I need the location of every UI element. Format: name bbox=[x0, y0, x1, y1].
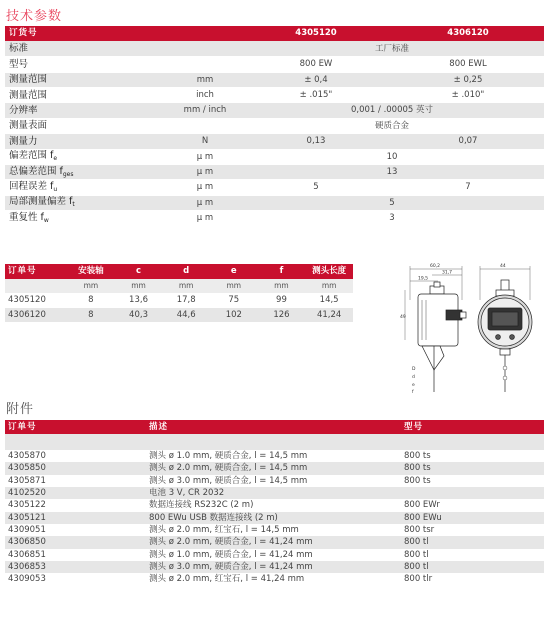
accessories-cell: 测头 ø 3.0 mm, 硬质合金, l = 14,5 mm bbox=[146, 475, 401, 487]
spec-row-value: 5 bbox=[240, 195, 544, 210]
accessories-cell: 800 tl bbox=[401, 561, 544, 573]
accessories-row bbox=[5, 573, 544, 585]
spec-header-col1: 4305120 bbox=[240, 26, 392, 41]
accessories-cell: 800 tlr bbox=[401, 573, 544, 585]
spec-row bbox=[5, 88, 544, 103]
accessories-row bbox=[5, 512, 544, 524]
accessories-cell: 800 ts bbox=[401, 450, 544, 462]
dimension-cell: 4305120 bbox=[5, 293, 67, 308]
accessories-row bbox=[5, 475, 544, 487]
accessories-row bbox=[5, 499, 544, 511]
drawing-label-c: e bbox=[412, 383, 415, 388]
spec-row bbox=[5, 118, 544, 133]
spec-row-unit bbox=[170, 41, 240, 56]
dimension-header-cell: 测头长度 bbox=[305, 264, 353, 279]
spec-row-value-col2: 800 EWL bbox=[392, 57, 544, 72]
drawing-label-a: D bbox=[412, 367, 416, 372]
drawing-label-height: 49 bbox=[400, 315, 406, 320]
spec-row-subscript: t bbox=[72, 201, 75, 209]
dimension-unit-cell: mm bbox=[115, 279, 163, 294]
accessories-spacer-row bbox=[5, 434, 544, 450]
accessories-cell: 4305871 bbox=[5, 475, 146, 487]
spec-row-value: 3 bbox=[240, 211, 544, 226]
dimension-unit-cell: mm bbox=[305, 279, 353, 294]
spec-table bbox=[5, 26, 544, 227]
spec-header-unit bbox=[170, 26, 240, 41]
spec-row-value-col1: 5 bbox=[240, 180, 392, 195]
spec-row bbox=[5, 195, 544, 210]
spec-row-label: 测量力 bbox=[9, 135, 38, 147]
accessories-cell: 4305121 bbox=[5, 512, 146, 524]
dimension-cell: 126 bbox=[258, 308, 306, 323]
spec-row-unit bbox=[170, 57, 240, 72]
spec-header-col2: 4306120 bbox=[392, 26, 544, 41]
spec-row bbox=[5, 165, 544, 180]
spec-row-label-cell bbox=[5, 88, 170, 103]
accessories-cell: 800 tsr bbox=[401, 524, 544, 536]
spec-row bbox=[5, 72, 544, 87]
dimension-table bbox=[5, 264, 353, 322]
dimension-header-cell: e bbox=[210, 264, 258, 279]
dimension-unit-cell bbox=[5, 279, 67, 294]
dimension-row bbox=[5, 308, 353, 323]
spec-row-value-col1: 0,13 bbox=[240, 134, 392, 149]
spec-row-subscript: w bbox=[43, 216, 49, 224]
spec-row-label-cell bbox=[5, 103, 170, 118]
spec-row-value: 硬质合金 bbox=[240, 118, 544, 133]
accessories-cell: 测头 ø 2.0 mm, 硬质合金, l = 41,24 mm bbox=[146, 536, 401, 548]
spec-row-label: 局部测量偏差 f bbox=[9, 196, 73, 208]
accessories-header-cell: 订单号 bbox=[5, 420, 146, 434]
accessories-header-row bbox=[5, 420, 544, 434]
spec-row-label-cell bbox=[5, 180, 170, 195]
spec-row bbox=[5, 103, 544, 118]
accessories-header-cell: 型号 bbox=[401, 420, 544, 434]
spec-row-label-cell bbox=[5, 195, 170, 210]
dimension-cell: 8 bbox=[67, 293, 115, 308]
dimension-header-cell: d bbox=[162, 264, 210, 279]
spec-row-unit bbox=[170, 118, 240, 133]
dimension-header-row bbox=[5, 264, 353, 279]
spec-row-subscript: ges bbox=[62, 170, 74, 178]
spec-row-subscript: u bbox=[53, 186, 58, 194]
spec-row-label: 型号 bbox=[9, 58, 29, 70]
spec-row-unit: inch bbox=[170, 88, 240, 103]
accessories-cell: 测头 ø 1.0 mm, 硬质合金, l = 14,5 mm bbox=[146, 450, 401, 462]
accessories-section-title: 附件 bbox=[6, 402, 35, 417]
drawing-label-left-width: 19,5 bbox=[418, 276, 429, 282]
accessories-cell: 4305850 bbox=[5, 462, 146, 474]
accessories-cell: 800 tl bbox=[401, 549, 544, 561]
drawing-label-right-width: 44 bbox=[500, 264, 506, 269]
accessories-cell: 电池 3 V, CR 2032 bbox=[146, 487, 401, 499]
dimension-row bbox=[5, 293, 353, 308]
accessories-cell: 800 EWu bbox=[401, 512, 544, 524]
spec-row-label: 总偏差范围 f bbox=[9, 165, 63, 177]
dimension-cell: 102 bbox=[210, 308, 258, 323]
spec-row-value-col2: ± 0,25 bbox=[392, 72, 544, 87]
accessories-row bbox=[5, 487, 544, 499]
spec-row-label: 偏差范围 f bbox=[9, 150, 54, 162]
accessories-cell: 4305122 bbox=[5, 499, 146, 511]
spec-row bbox=[5, 180, 544, 195]
accessories-cell: 800 ts bbox=[401, 462, 544, 474]
dimension-cell: 14,5 bbox=[305, 293, 353, 308]
accessories-cell: 4102520 bbox=[5, 487, 146, 499]
drawing-label-f: f bbox=[412, 390, 414, 395]
spec-row-value-col2: 0,07 bbox=[392, 134, 544, 149]
drawing-label-mid-width: 31,7 bbox=[442, 270, 453, 276]
spec-header-label: 订货号 bbox=[5, 26, 170, 41]
spec-header-row bbox=[5, 26, 544, 41]
dimension-cell: 40,3 bbox=[115, 308, 163, 323]
spec-row-label-cell bbox=[5, 118, 170, 133]
accessories-cell: 4306851 bbox=[5, 549, 146, 561]
accessories-body bbox=[5, 450, 544, 586]
accessories-cell: 800 EWu USB 数据连接线 (2 m) bbox=[146, 512, 401, 524]
spec-row-value: 13 bbox=[240, 165, 544, 180]
dimension-cell: 44,6 bbox=[162, 308, 210, 323]
spec-body bbox=[5, 41, 544, 226]
accessories-cell: 测头 ø 2.0 mm, 红宝石, l = 41,24 mm bbox=[146, 573, 401, 585]
spec-row-label-cell bbox=[5, 211, 170, 226]
dimension-cell: 17,8 bbox=[162, 293, 210, 308]
dimension-cell: 75 bbox=[210, 293, 258, 308]
accessories-row bbox=[5, 536, 544, 548]
spec-row bbox=[5, 41, 544, 56]
accessories-cell: 800 tl bbox=[401, 536, 544, 548]
accessories-cell: 数据连接线 RS232C (2 m) bbox=[146, 499, 401, 511]
spec-row-value: 工厂标准 bbox=[240, 41, 544, 56]
spec-row-unit: mm bbox=[170, 72, 240, 87]
accessories-row bbox=[5, 549, 544, 561]
accessories-cell: 测头 ø 2.0 mm, 红宝石, l = 14,5 mm bbox=[146, 524, 401, 536]
dimension-unit-cell: mm bbox=[162, 279, 210, 294]
spec-section-title: 技术参数 bbox=[6, 9, 63, 24]
accessories-row bbox=[5, 561, 544, 573]
spec-row bbox=[5, 149, 544, 164]
spec-row-unit: mm / inch bbox=[170, 103, 240, 118]
spec-row bbox=[5, 57, 544, 72]
accessories-cell: 测头 ø 1.0 mm, 硬质合金, l = 41,24 mm bbox=[146, 549, 401, 561]
dimension-header-cell: 安装轴 bbox=[67, 264, 115, 279]
dimension-header-cell: f bbox=[258, 264, 306, 279]
dimension-cell: 99 bbox=[258, 293, 306, 308]
spec-row-subscript: e bbox=[53, 155, 58, 163]
dimension-body bbox=[5, 293, 353, 322]
spec-row-label: 重复性 f bbox=[9, 211, 44, 223]
spec-row-label: 标准 bbox=[9, 43, 29, 55]
accessories-table bbox=[5, 420, 544, 586]
spec-row-label-cell bbox=[5, 57, 170, 72]
spec-row-unit: N bbox=[170, 134, 240, 149]
spec-row-label-cell bbox=[5, 134, 170, 149]
drawing-label-b: d bbox=[412, 375, 415, 380]
accessories-cell: 4309051 bbox=[5, 524, 146, 536]
spec-row-label-cell bbox=[5, 41, 170, 56]
spec-row-unit: µ m bbox=[170, 180, 240, 195]
spec-row-value-col1: 800 EW bbox=[240, 57, 392, 72]
spec-row-label: 测量表面 bbox=[9, 120, 48, 132]
accessories-row bbox=[5, 462, 544, 474]
technical-drawing bbox=[400, 260, 545, 395]
spec-row-unit: µ m bbox=[170, 211, 240, 226]
spec-row-unit: µ m bbox=[170, 165, 240, 180]
accessories-header-cell: 描述 bbox=[146, 420, 401, 434]
spec-row-value: 0,001 / .00005 英寸 bbox=[240, 103, 544, 118]
accessories-cell bbox=[401, 487, 544, 499]
dimension-cell: 41,24 bbox=[305, 308, 353, 323]
spec-row-value-col1: ± 0,4 bbox=[240, 72, 392, 87]
dimension-header-cell: c bbox=[115, 264, 163, 279]
spec-row-label-cell bbox=[5, 72, 170, 87]
accessories-cell: 4306850 bbox=[5, 536, 146, 548]
dimension-cell: 8 bbox=[67, 308, 115, 323]
spec-row-label: 分辨率 bbox=[9, 104, 38, 116]
dimension-unit-cell: mm bbox=[67, 279, 115, 294]
accessories-cell: 4306853 bbox=[5, 561, 146, 573]
spec-row-value-col1: ± .015" bbox=[240, 88, 392, 103]
spec-row-value-col2: ± .010" bbox=[392, 88, 544, 103]
accessories-cell: 测头 ø 2.0 mm, 硬质合金, l = 14,5 mm bbox=[146, 462, 401, 474]
accessories-cell: 800 EWr bbox=[401, 499, 544, 511]
spec-row-label: 测量范围 bbox=[9, 89, 48, 101]
drawing-label-top-width: 60,2 bbox=[430, 264, 441, 269]
accessories-cell: 800 ts bbox=[401, 475, 544, 487]
spec-row-label: 测量范围 bbox=[9, 74, 48, 86]
spec-row-label-cell bbox=[5, 165, 170, 180]
dimension-unit-cell: mm bbox=[210, 279, 258, 294]
dimension-units-row bbox=[5, 279, 353, 294]
dimension-unit-cell: mm bbox=[258, 279, 306, 294]
spec-row-label-cell bbox=[5, 149, 170, 164]
dimension-header-cell: 订单号 bbox=[5, 264, 67, 279]
spec-row-label: 回程误差 f bbox=[9, 181, 54, 193]
dimension-cell: 13,6 bbox=[115, 293, 163, 308]
spec-row-value: 10 bbox=[240, 149, 544, 164]
spec-row-unit: µ m bbox=[170, 149, 240, 164]
accessories-cell: 4305870 bbox=[5, 450, 146, 462]
spec-row bbox=[5, 134, 544, 149]
accessories-cell: 测头 ø 3.0 mm, 硬质合金, l = 41,24 mm bbox=[146, 561, 401, 573]
spec-row-value-col2: 7 bbox=[392, 180, 544, 195]
dimension-cell: 4306120 bbox=[5, 308, 67, 323]
accessories-row bbox=[5, 524, 544, 536]
spec-row-unit: µ m bbox=[170, 195, 240, 210]
accessories-row bbox=[5, 450, 544, 462]
accessories-cell: 4309053 bbox=[5, 573, 146, 585]
spec-row bbox=[5, 211, 544, 226]
